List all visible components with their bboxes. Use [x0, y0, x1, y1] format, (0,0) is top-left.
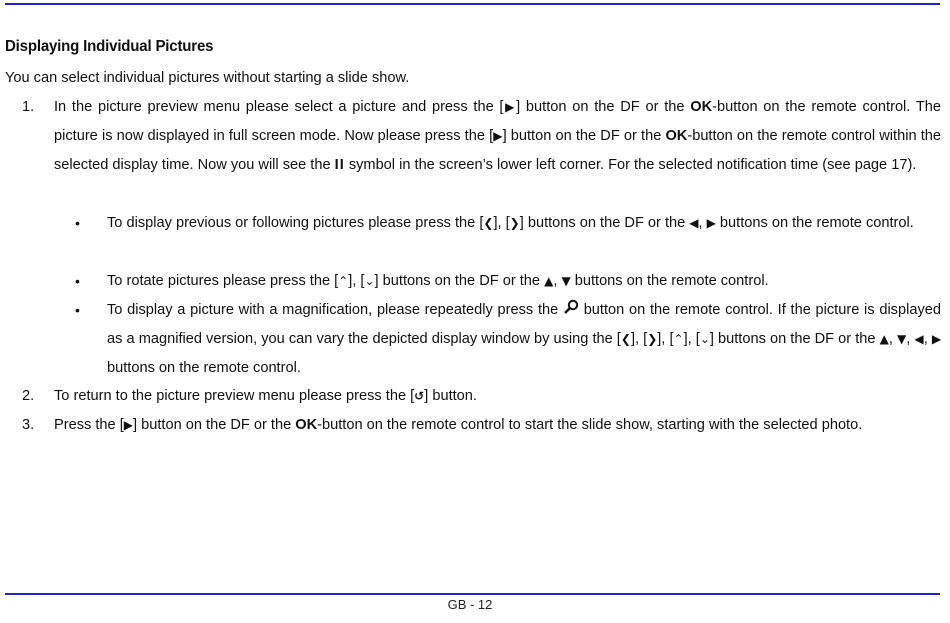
- item-1-text: In the picture preview menu please select a picture and press the [▶] button on the DF or the OK-button on the remote control. The picture is now displayed in full screen mode. Now please press the [▶] button on the DF or the OK-button on the remote control within the selected display time. Now you will see the II symbol in the screen’s lower left corner. For the selected notification time (see page 17).: [54, 99, 941, 173]
- pause-icon: II: [334, 157, 345, 173]
- play-icon: ▶: [503, 100, 517, 114]
- item-2-text: To return to the picture preview menu please press the [↺] button.: [54, 388, 477, 404]
- item-number-1: 1.: [22, 99, 35, 115]
- play-icon: ▶: [123, 418, 133, 432]
- bullet-2: •: [75, 273, 80, 289]
- chevron-right-icon: ❯: [647, 332, 658, 346]
- bullet-2-text: To rotate pictures please press the [⌃], [⌄] buttons on the DF or the ▲, ▼ buttons on the remote control.: [107, 273, 769, 289]
- bullet-1-text: To display previous or following pictures please press the [❮], [❯] buttons on the DF or the ◀, ▶ buttons on the remote control.: [107, 215, 914, 231]
- chevron-down-icon: ⌄: [699, 332, 710, 346]
- section-heading: Displaying Individual Pictures: [5, 38, 214, 55]
- left-triangle-icon: ◀: [914, 332, 924, 346]
- chevron-left-icon: ❮: [483, 216, 494, 230]
- bottom-rule: [5, 593, 940, 595]
- play-icon: ▶: [493, 129, 503, 143]
- up-triangle-icon: ▲: [879, 332, 889, 346]
- chevron-down-icon: ⌄: [364, 274, 375, 288]
- right-triangle-icon: ▶: [706, 216, 716, 230]
- top-rule: [5, 3, 940, 5]
- down-triangle-icon: ▼: [561, 274, 571, 288]
- bullet-1: •: [75, 215, 80, 231]
- intro-text: You can select individual pictures without starting a slide show.: [5, 70, 410, 86]
- page-number: GB - 12: [447, 597, 493, 612]
- chevron-right-icon: ❯: [509, 216, 520, 230]
- chevron-up-icon: ⌃: [673, 332, 684, 346]
- magnify-icon: [563, 302, 579, 318]
- chevron-up-icon: ⌃: [338, 274, 349, 288]
- item-number-2: 2.: [22, 388, 35, 404]
- right-triangle-icon: ▶: [931, 332, 942, 346]
- item-number-3: 3.: [22, 417, 35, 433]
- chevron-left-icon: ❮: [620, 332, 631, 346]
- down-triangle-icon: ▼: [897, 332, 907, 346]
- left-triangle-icon: ◀: [689, 216, 699, 230]
- item-3-text: Press the [▶] button on the DF or the OK-button on the remote control to start the slide show, starting with the selected photo.: [54, 417, 863, 433]
- up-triangle-icon: ▲: [544, 274, 554, 288]
- return-icon: ↺: [414, 389, 425, 403]
- bullet-3-text: To display a picture with a magnification, please repeatedly press the button on the remote control. If the picture is displayed as a magnified version, you can vary the depicted display window by using the [❮], [❯], [⌃], [⌄] buttons on the DF or the ▲, ▼, ◀, ▶ buttons on the remote control.: [107, 302, 942, 376]
- bullet-3: •: [75, 302, 80, 318]
